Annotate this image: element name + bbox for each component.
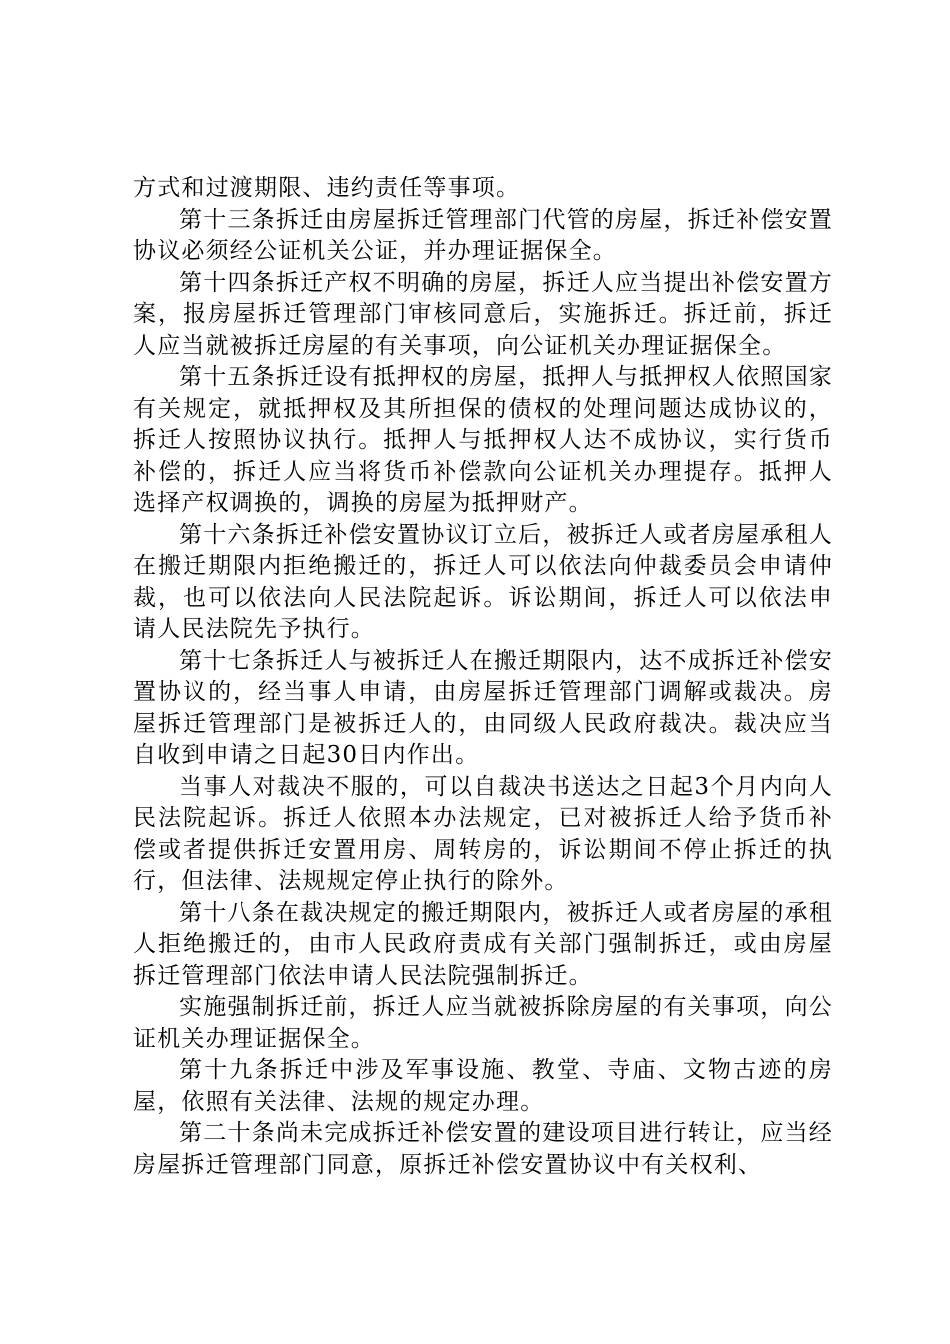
paragraph-article-16: 第十六条拆迁补偿安置协议订立后，被拆迁人或者房屋承租人在搬迁期限内拒绝搬迁的，拆迁人可以依法向仲裁委员会申请仲裁，也可以依法向人民法院起诉。诉讼期间，拆迁人可以依法申请人民法院先予执行。 [133,521,833,642]
document-body [133,173,833,1181]
paragraph-article-14: 第十四条拆迁产权不明确的房屋，拆迁人应当提出补偿安置方案，报房屋拆迁管理部门审核同意后，实施拆迁。拆迁前，拆迁人应当就被拆迁房屋的有关事项，向公证机关办理证据保全。 [133,269,833,359]
paragraph-article-19: 第十九条拆迁中涉及军事设施、教堂、寺庙、文物古迹的房屋，依照有关法律、法规的规定办理。 [133,1057,833,1115]
paragraph-article-18: 第十八条在裁决规定的搬迁期限内，被拆迁人或者房屋的承租人拒绝搬迁的，由市人民政府责成有关部门强制拆迁，或由房屋拆迁管理部门依法申请人民法院强制拆迁。 [133,899,833,989]
paragraph-article-13: 第十三条拆迁由房屋拆迁管理部门代管的房屋，拆迁补偿安置协议必须经公证机关公证，并办理证据保全。 [133,206,833,264]
paragraph-article-17-appeal: 当事人对裁决不服的，可以自裁决书送达之日起3个月内向人民法院起诉。拆迁人依照本办法规定，已对被拆迁人给予货币补偿或者提供拆迁安置用房、周转房的，诉讼期间不停止拆迁的执行，但法律、法规规定停止执行的除外。 [133,773,833,894]
paragraph-article-20: 第二十条尚未完成拆迁补偿安置的建设项目进行转让，应当经房屋拆迁管理部门同意，原拆迁补偿安置协议中有关权利、 [133,1120,833,1178]
paragraph-article-18-preservation: 实施强制拆迁前，拆迁人应当就被拆除房屋的有关事项，向公证机关办理证据保全。 [133,994,833,1052]
paragraph-article-15: 第十五条拆迁设有抵押权的房屋，抵押人与抵押权人依照国家有关规定，就抵押权及其所担保的债权的处理问题达成协议的，拆迁人按照协议执行。抵押人与抵押权人达不成协议，实行货币补偿的，拆迁人应当将货币补偿款向公证机关办理提存。抵押人选择产权调换的，调换的房屋为抵押财产。 [133,364,833,516]
paragraph-article-17: 第十七条拆迁人与被拆迁人在搬迁期限内，达不成拆迁补偿安置协议的，经当事人申请，由房屋拆迁管理部门调解或裁决。房屋拆迁管理部门是被拆迁人的，由同级人民政府裁决。裁决应当自收到申请之日起30日内作出。 [133,647,833,768]
paragraph-continuation: 方式和过渡期限、违约责任等事项。 [133,175,521,201]
